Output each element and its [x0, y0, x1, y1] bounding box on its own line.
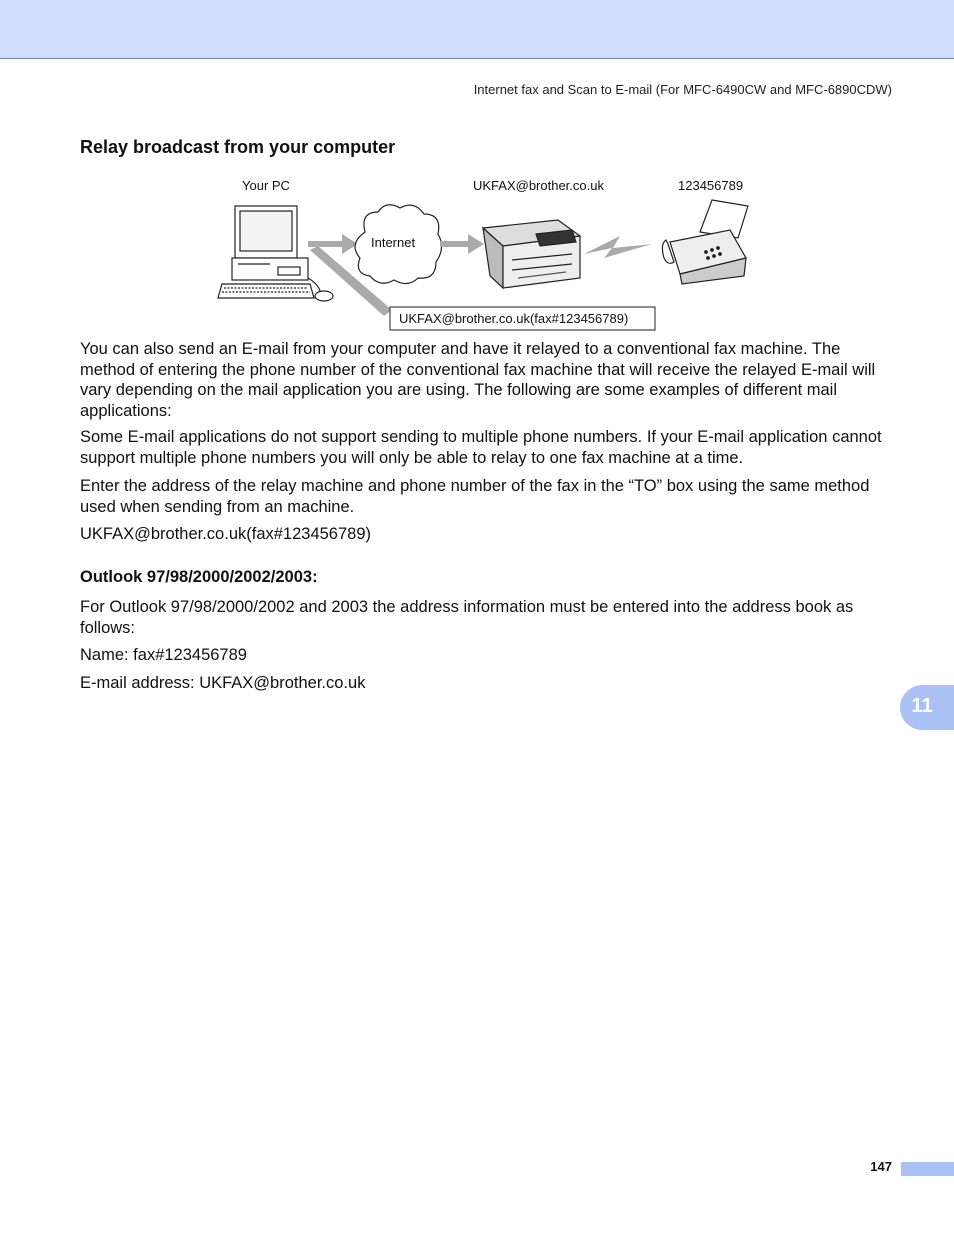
footer-bar [901, 1162, 954, 1176]
paragraph-to-box: Enter the address of the relay machine and phone number of the fax in the “TO” box using the same method used when sending from an machine. [80, 477, 870, 516]
label-fax-number: 123456789 [678, 178, 744, 193]
outlook-email-line: E-mail address: UKFAX@brother.co.uk [80, 674, 366, 692]
arrow-internet-to-machine [440, 234, 484, 254]
relay-machine-icon [483, 220, 580, 288]
fax-machine-icon [662, 200, 748, 284]
label-internet: Internet [371, 235, 416, 250]
outlook-intro: For Outlook 97/98/2000/2002 and 2003 the address information must be entered into the address book as follows: [80, 598, 854, 637]
chapter-number: 11 [911, 695, 933, 717]
chapter-tab [900, 685, 954, 730]
header-band [0, 0, 954, 59]
paragraph-example-address: UKFAX@brother.co.uk(fax#123456789) [80, 525, 372, 543]
label-your-pc: Your PC [242, 178, 290, 193]
relay-diagram [200, 170, 780, 335]
outlook-name-line: Name: fax#123456789 [80, 646, 247, 664]
transmission-bolt-icon [584, 236, 652, 258]
page-number: 147 [870, 1159, 892, 1174]
paragraph-intro: You can also send an E-mail from your computer and have it relayed to a conventional fax machine. The method of entering the phone number of the conventional fax machine that will receive the relayed E-mail will vary depending on the mail application you are using. The following are some examples of different mail applications: [80, 340, 876, 420]
label-address-box: UKFAX@brother.co.uk(fax#123456789) [399, 311, 629, 326]
paragraph-multiple-numbers: Some E-mail applications do not support sending to multiple phone numbers. If your E-mail application cannot support multiple phone numbers you will only be able to relay to one fax machine at a time. [80, 428, 882, 467]
section-title: Relay broadcast from your computer [80, 137, 396, 157]
running-header: Internet fax and Scan to E-mail (For MFC-6490CW and MFC-6890CDW) [473, 82, 892, 97]
outlook-title: Outlook 97/98/2000/2002/2003: [80, 568, 318, 586]
label-machine-address: UKFAX@brother.co.uk [473, 178, 604, 193]
